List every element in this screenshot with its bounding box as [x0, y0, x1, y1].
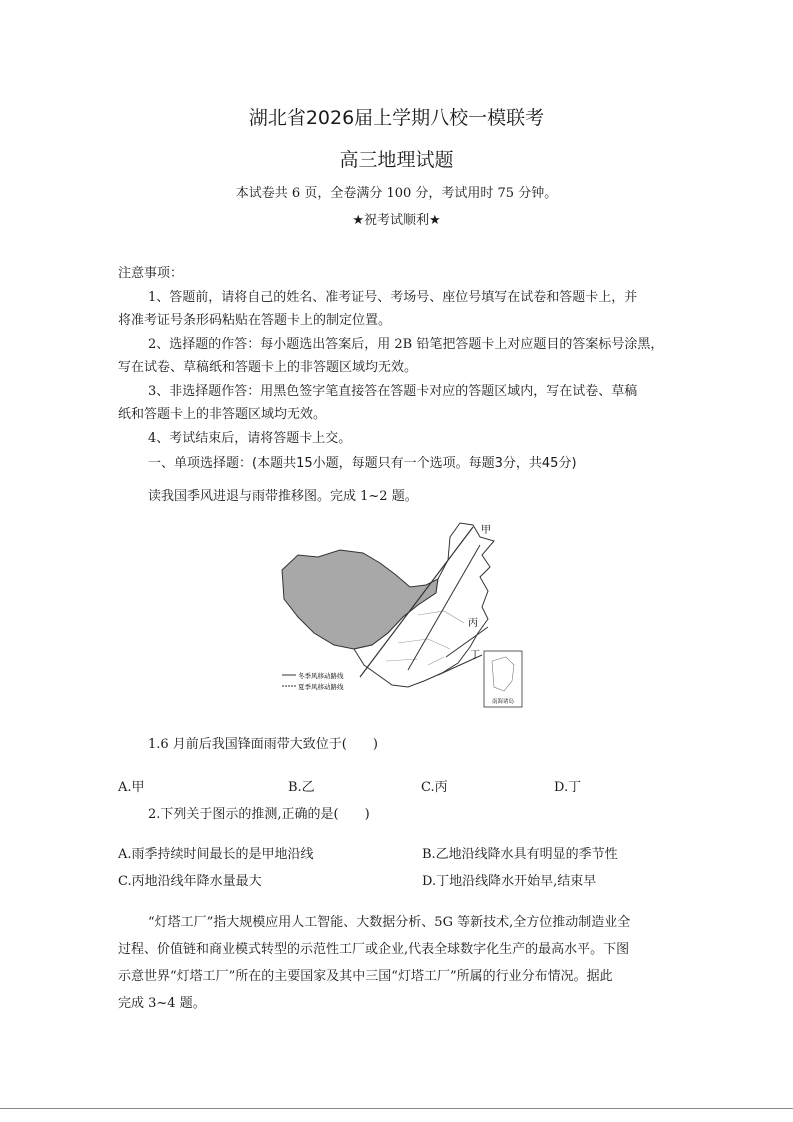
material-2-line-2: 过程、价值链和商业模式转型的示范性工厂或企业,代表全球数字化生产的最高水平。下图: [118, 942, 630, 957]
notice-item-3-line-1: 3、非选择题作答：用黑色签字笔直接答在答题卡对应的答题区域内，写在试卷、草稿: [148, 384, 638, 399]
material-2-line-1: “灯塔工厂”指大规模应用人工智能、大数据分析、5G 等新技术,全方位推动制造业全: [148, 915, 631, 930]
section-heading: [148, 452, 577, 471]
section-heading-prefix: 一、单项选择题：: [148, 456, 253, 471]
q1-option-d: D.丁: [554, 780, 582, 795]
q2-option-c: C.丙地沿线年降水量最大: [118, 874, 262, 889]
q2-stem: 2.下列关于图示的推测,正确的是( ): [148, 807, 370, 822]
legend-summer-label: 夏季风移动路线: [298, 683, 344, 691]
notice-item-2-line-1: 2、选择题的作答：每小题选出答案后，用 2B 铅笔把答题卡上对应题目的答案标号涂黑，: [148, 337, 664, 352]
label-jia: 甲: [481, 525, 491, 536]
notice-item-2-line-2: 写在试卷、草稿纸和答题卡上的非答题区域均无效。: [118, 360, 418, 375]
inset-caption: 南海诸岛: [491, 699, 515, 705]
exam-info: 本试卷共 6 页，全卷满分 100 分，考试用时 75 分钟。: [235, 186, 558, 201]
label-ding: 丁: [470, 650, 480, 661]
material-2-line-4: 完成 3~4 题。: [118, 996, 206, 1011]
notice-item-4: 4、考试结束后，请将答题卡上交。: [148, 431, 352, 446]
page-bottom-rule: [0, 1108, 793, 1109]
q2-option-a: A.雨季持续时间最长的是甲地沿线: [118, 847, 314, 862]
q2-option-b: B.乙地沿线降水具有明显的季节性: [422, 847, 618, 862]
material-2-line-3: 示意世界“灯塔工厂”所在的主要国家及其中三国“灯塔工厂”所属的行业分布情况。据此: [118, 969, 613, 984]
monsoon-rainbelt-map: [268, 515, 526, 710]
q1-option-c: C.丙: [421, 780, 448, 795]
exam-subtitle: 高三地理试题: [339, 149, 454, 171]
exam-blessing: ★祝考试顺利★: [352, 213, 441, 228]
notice-heading: 注意事项：: [118, 266, 184, 281]
q1-stem: 1.6 月前后我国锋面雨带大致位于( ): [148, 737, 378, 752]
notice-item-1-line-2: 将准考证号条形码粘贴在答题卡上的制定位置。: [118, 313, 392, 328]
section-heading-rest: (本题共15小题，每题只有一个选项。每题3分，共45分): [252, 456, 577, 471]
material-1: 读我国季风进退与雨带推移图。完成 1~2 题。: [148, 489, 418, 504]
q2-option-d: D.丁地沿线降水开始早,结束早: [422, 874, 597, 889]
q1-option-b: B.乙: [288, 780, 315, 795]
notice-item-3-line-2: 纸和答题卡上的非答题区域均无效。: [118, 407, 327, 422]
q1-option-a: A.甲: [118, 780, 145, 795]
legend-winter-label: 冬季风移动路线: [298, 672, 344, 680]
label-bing: 丙: [468, 618, 478, 629]
exam-title: 湖北省2026届上学期八校一模联考: [248, 107, 545, 129]
notice-item-1-line-1: 1、答题前，请将自己的姓名、准考证号、考场号、座位号填写在试卷和答题卡上，并: [148, 290, 638, 305]
